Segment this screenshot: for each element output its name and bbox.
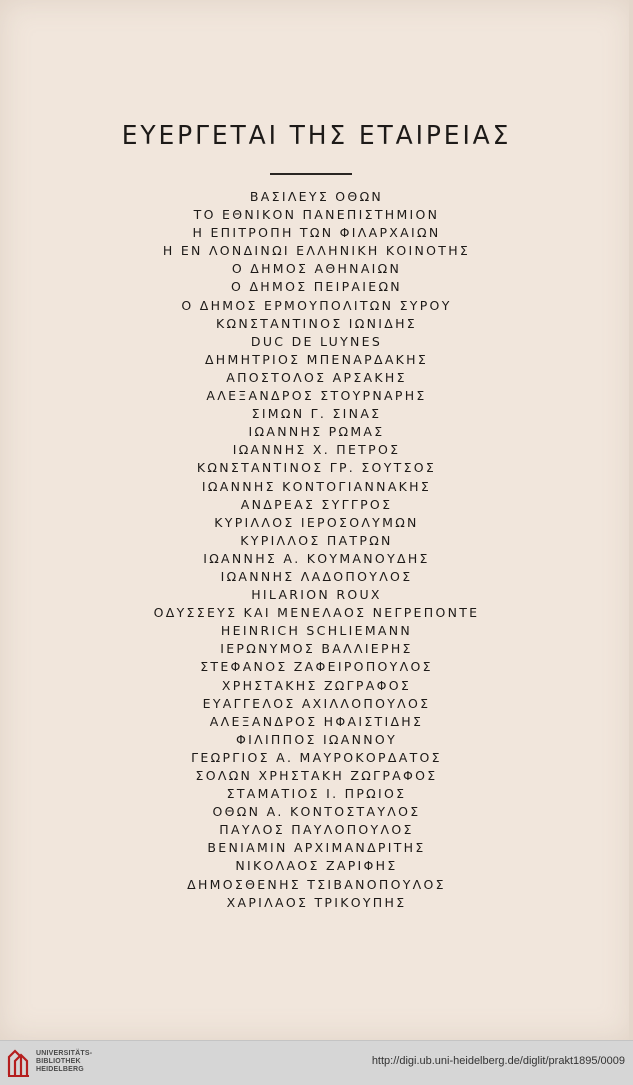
name-entry: ΑΠΟΣΤΟΛΟΣ ΑΡΣΑΚΗΣ (226, 369, 407, 385)
library-name[interactable] (36, 1050, 92, 1074)
name-entry: ΠΑΥΛΟΣ ΠΑΥΛΟΠΟΥΛΟΣ (219, 822, 414, 838)
viewer-footer (0, 1040, 633, 1085)
name-entry: ΣΙΜΩΝ Γ. ΣΙΝΑΣ (251, 406, 382, 422)
name-entry: ΑΝΔΡΕΑΣ ΣΥΓΓΡΟΣ (240, 496, 393, 512)
name-entry: ΙΩΑΝΝΗΣ ΡΩΜΑΣ (248, 424, 385, 440)
library-name-line: BIBLIOTHEK (36, 1058, 81, 1065)
name-entry: Ο ΔΗΜΟΣ ΕΡΜΟΥΠΟΛΙΤΩΝ ΣΥΡΟΥ (181, 297, 452, 313)
library-name-line: HEIDELBERG (36, 1066, 84, 1073)
name-entry: Η ΕΠΙΤΡΟΠΗ ΤΩΝ ΦΙΛΑΡΧΑΙΩΝ (192, 225, 441, 241)
name-entry: ΙΩΑΝΝΗΣ ΛΑΔΟΠΟΥΛΟΣ (220, 568, 413, 584)
name-entry: ΔΗΜΗΤΡΙΟΣ ΜΠΕΝΑΡΔΑΚΗΣ (204, 351, 429, 367)
page-title: ΕΥΕΡΓΕΤΑΙ ΤΗΣ ΕΤΑΙΡΕΙΑΣ (121, 121, 512, 151)
permalink-url[interactable]: http://digi.ub.uni-heidelberg.de/diglit/prakt1895/0009 (371, 1055, 625, 1067)
name-entry: ΙΕΡΩΝΥΜΟΣ ΒΑΛΛΙΕΡΗΣ (220, 641, 413, 657)
name-entry: ΣΤΑΜΑΤΙΟΣ Ι. ΠΡΩΙΟΣ (226, 786, 407, 802)
name-entry: ΚΥΡΙΛΛΟΣ ΠΑΤΡΩΝ (240, 532, 393, 548)
name-entry: HILARION ROUX (251, 587, 382, 603)
name-entry: ΚΥΡΙΛΛΟΣ ΙΕΡΟΣΟΛΥΜΩΝ (214, 514, 419, 530)
name-entry: Ο ΔΗΜΟΣ ΑΘΗΝΑΙΩΝ (231, 261, 402, 277)
library-logo-icon[interactable] (6, 1047, 32, 1079)
name-entry: ΤΟ ΕΘΝΙΚΟΝ ΠΑΝΕΠΙΣΤΗΜΙΟΝ (193, 207, 440, 223)
name-entry: ΒΕΝΙΑΜΙΝ ΑΡΧΙΜΑΝΔΡΙΤΗΣ (207, 840, 426, 856)
benefactors-list (0, 188, 633, 912)
library-name-line: UNIVERSITÄTS- (36, 1050, 93, 1057)
name-entry: ΟΔΥΣΣΕΥΣ ΚΑΙ ΜΕΝΕΛΑΟΣ ΝΕΓΡΕΠΟΝΤΕ (153, 605, 480, 621)
name-entry: ΚΩΝΣΤΑΝΤΙΝΟΣ ΓΡ. ΣΟΥΤΣΟΣ (196, 460, 437, 476)
name-entry: DUC DE LUYNES (250, 333, 383, 349)
name-entry: ΙΩΑΝΝΗΣ Α. ΚΟΥΜΑΝΟΥΔΗΣ (203, 550, 430, 566)
name-entry: ΑΛΕΞΑΝΔΡΟΣ ΣΤΟΥΡΝΑΡΗΣ (206, 388, 427, 404)
name-entry: ΓΕΩΡΓΙΟΣ Α. ΜΑΥΡΟΚΟΡΔΑΤΟΣ (191, 749, 442, 765)
name-entry: ΦΙΛΙΠΠΟΣ ΙΩΑΝΝΟΥ (235, 731, 398, 747)
name-entry: ΕΥΑΓΓΕΛΟΣ ΑΧΙΛΛΟΠΟΥΛΟΣ (202, 695, 431, 711)
name-entry: ΒΑΣΙΛΕΥΣ ΟΘΩΝ (249, 189, 384, 204)
name-entry: ΙΩΑΝΝΗΣ Χ. ΠΕΤΡΟΣ (232, 442, 401, 458)
name-entry: ΚΩΝΣΤΑΝΤΙΝΟΣ ΙΩΝΙΔΗΣ (215, 315, 418, 331)
name-entry: HEINRICH SCHLIEMANN (220, 623, 413, 639)
name-entry: ΧΡΗΣΤΑΚΗΣ ΖΩΓΡΑΦΟΣ (221, 677, 412, 693)
title-divider (270, 173, 352, 175)
name-entry: Ο ΔΗΜΟΣ ΠΕΙΡΑΙΕΩΝ (231, 279, 402, 295)
name-entry: ΣΤΕΦΑΝΟΣ ΖΑΦΕΙΡΟΠΟΥΛΟΣ (200, 659, 433, 675)
name-entry: ΣΟΛΩΝ ΧΡΗΣΤΑΚΗ ΖΩΓΡΑΦΟΣ (195, 768, 438, 783)
name-entry: ΧΑΡΙΛΑΟΣ ΤΡΙΚΟΥΠΗΣ (226, 894, 407, 910)
name-entry: Η ΕΝ ΛΟΝΔΙΝΩΙ ΕΛΛΗΝΙΚΗ ΚΟΙΝΟΤΗΣ (162, 243, 471, 259)
name-entry: ΑΛΕΞΑΝΔΡΟΣ ΗΦΑΙΣΤΙΔΗΣ (209, 713, 424, 729)
name-entry: ΟΘΩΝ Α. ΚΟΝΤΟΣΤΑΥΛΟΣ (212, 804, 421, 820)
name-entry: ΙΩΑΝΝΗΣ ΚΟΝΤΟΓΙΑΝΝΑΚΗΣ (201, 478, 432, 494)
name-entry: ΝΙΚΟΛΑΟΣ ΖΑΡΙΦΗΣ (235, 858, 398, 874)
name-entry: ΔΗΜΟΣΘΕΝΗΣ ΤΣΙΒΑΝΟΠΟΥΛΟΣ (187, 876, 446, 892)
